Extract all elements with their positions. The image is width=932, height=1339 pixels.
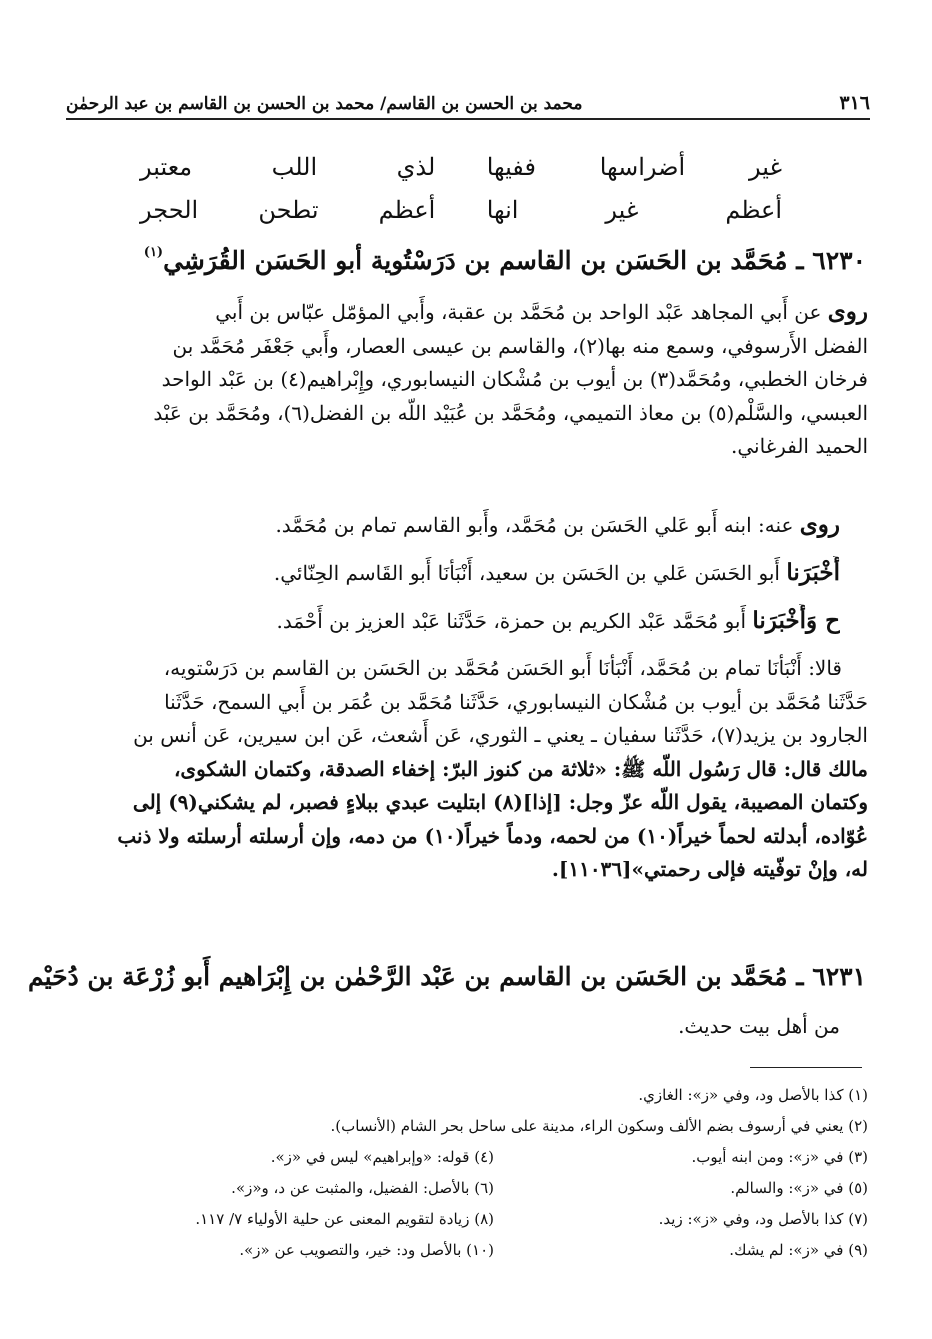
rawa-keyword: روى (827, 298, 868, 325)
akhbarana-line (66, 556, 840, 591)
footnote-8: (٨) زيادة لتقويم المعنى عن حلية الأولياء ٧/ ١١٧. (195, 1210, 494, 1228)
footnote-row-9-10 (120, 1235, 868, 1266)
footnote-9: (٩) في «ز»: لم يشك. (729, 1241, 868, 1259)
ha-akhbarana-text: أَبو مُحَمَّد عَبْد الكريم بن حمزة، حَدَّثَنا عَبْد العزيز بن أَحْمَد. (276, 609, 747, 633)
ha-akhbarana-line (66, 604, 840, 639)
hadith-line-5: وكتمان المصيبة، يقول اللّه عزّ وجل: [إذا](٨) ابتليت عبدي ببلاءٍ فصبر، لم يشكني(٩) إلى (132, 790, 868, 814)
hadith-line-6: عُوّاده، أبدلته لحماً خيراً(١٠) من لحمه، ودماً خيراً(١٠) من دمه، وإن أرسلته أرسلته ولا ذنب (117, 823, 868, 848)
poem-verse-1 (140, 153, 782, 181)
hadith-line-1: قالا: أَنْبَأنَا تمام بن مُحَمَّد، أَنْبَأنَا أَبو الحَسَن مُحَمَّد بن الحَسَن بن القاسم بن دَرَسْتويه، (163, 656, 842, 680)
rawa-line-2: الفضل الأَرسوفي، وسمع منه بها(٢)، والقاسم بن عيسى العصار، وأَبي جَعْفَر مُحَمَّد بن (172, 333, 868, 358)
footnote-2: (٢) يعني في أرسوف بضم الألف وسكون الراء، مدينة على ساحل بحر الشام (الأنساب). (330, 1117, 868, 1135)
hadith-block (66, 652, 868, 887)
entry-6230-title (66, 246, 866, 275)
footnote-4: (٤) قوله: «وإبراهيم» ليس في «ز». (270, 1148, 494, 1166)
akhbarana-keyword: أَخْبَرَنا (786, 559, 840, 586)
hadith-line-4: مالك قال: قال رَسُول اللّه ﷺ: «ثلاثة من كنوز البرّ: إخفاء الصدقة، وكتمان الشكوى، (173, 756, 868, 781)
ha-akhbarana-keyword: ح وَأَخْبَرَنا (752, 607, 840, 634)
footnote-7: (٧) كذا بالأصل ود، وفي «ز»: زيد. (658, 1210, 868, 1228)
page-header (66, 82, 870, 120)
entry-6230-heading: ٦٢٣٠ ـ مُحَمَّد بن الحَسَن بن القاسم بن دَرَسْتُوية أبو الحَسَن القُرَشِي (163, 246, 866, 275)
verse-2-second-hemistich: أعظم تطحن الحجر (140, 196, 436, 224)
footnote-10: (١٠) بالأصل ود: خير، والتصويب عن «ز». (239, 1241, 494, 1259)
footnotes (120, 1080, 868, 1266)
entry-6231-title: ٦٢٣١ ـ مُحَمَّد بن الحَسَن بن القاسم بن عَبْد الرَّحْمٰن بن إِبْرَاهيم أَبو زُرْعَة بن دُحَيْم (27, 962, 866, 991)
footnote-1: (١) كذا بالأصل ود، وفي «ز»: الغازي. (638, 1086, 868, 1104)
verse-1-second-hemistich: لذي اللب معتبر (140, 153, 436, 181)
entry-6231-text: من أهل بيت حديث. (678, 1014, 840, 1038)
footnote-6: (٦) بالأصل: الفضيل، والمثبت عن د، و«ز». (231, 1179, 494, 1197)
hadith-line-7: له، وإنْ توفّيته فإلى رحمتي»[١١٠٣٦]. (551, 857, 868, 881)
footnote-5: (٥) في «ز»: والسالم. (730, 1179, 868, 1197)
footnote-row-3-4 (120, 1142, 868, 1173)
hadith-line-3: الجارود بن يزيد(٧)، حَدَّثَنا سفيان ـ يعني ـ الثوري، عَن أَشعث، عَن ابن سيرين، عَن أنس بن (133, 723, 868, 747)
hadith-line-2: حَدَّثَنا مُحَمَّد بن أيوب بن مُشْكان النيسابوري، حَدَّثَنا مُحَمَّد بن عُمَر بن أَبي السمح، حَدَّثَنا (164, 689, 868, 714)
akhbarana-text: أَبو الحَسَن عَلي بن الحَسَن بن سعيد، أَنْبَأنَا أَبو القَاسم الحِنّائي. (273, 561, 780, 585)
footnote-3: (٣) في «ز»: ومن ابنه أيوب. (691, 1148, 868, 1166)
entry-6231-line-2 (66, 1010, 840, 1044)
rawa-line-1: عن أَبي المجاهد عَبْد الواحد بن مُحَمَّد بن عقبة، وأَبي المؤمّل عبّاس بن أَبي (215, 300, 822, 324)
rawa-line-4: العبسي، والسَّلْم(٥) بن معاذ التميمي، ومُحَمَّد بن عُبَيْد اللّه بن الفضل(٦)، ومُحَمَّد بن عَبْد (153, 400, 868, 425)
entry-6230-rawa-block (66, 295, 868, 464)
verse-2-first-hemistich: أعظم غير انها (486, 196, 782, 224)
rawa-line-3: فرخان الخطبي، ومُحَمَّد(٣) بن أيوب بن مُشْكان النيسابوري، وإِبْراهيم(٤) بن عَبْد الواحد (161, 367, 868, 391)
poem-verse-2 (140, 196, 782, 224)
rawa-line-5: الحميد الفرغاني. (731, 434, 868, 458)
footnote-separator (750, 1067, 862, 1068)
footnote-row-5-6 (120, 1173, 868, 1204)
entry-6230-note-ref: (١) (143, 245, 164, 260)
running-title: محمد بن الحسن بن القاسم/ محمد بن الحسن بن القاسم بن عبد الرحمٰن (66, 94, 583, 114)
footnote-row-7-8 (120, 1204, 868, 1235)
rawa-anhu-keyword: روى (799, 511, 840, 538)
verse-1-first-hemistich: غير أضراسها ففيها (486, 153, 782, 181)
rawa-anhu-line (66, 508, 840, 543)
page-number: ٣١٦ (839, 92, 870, 114)
rawa-anhu-text: عنه: ابنه أَبو عَلي الحَسَن بن مُحَمَّد، وأَبو القاسم تمام بن مُحَمَّد. (275, 513, 794, 537)
